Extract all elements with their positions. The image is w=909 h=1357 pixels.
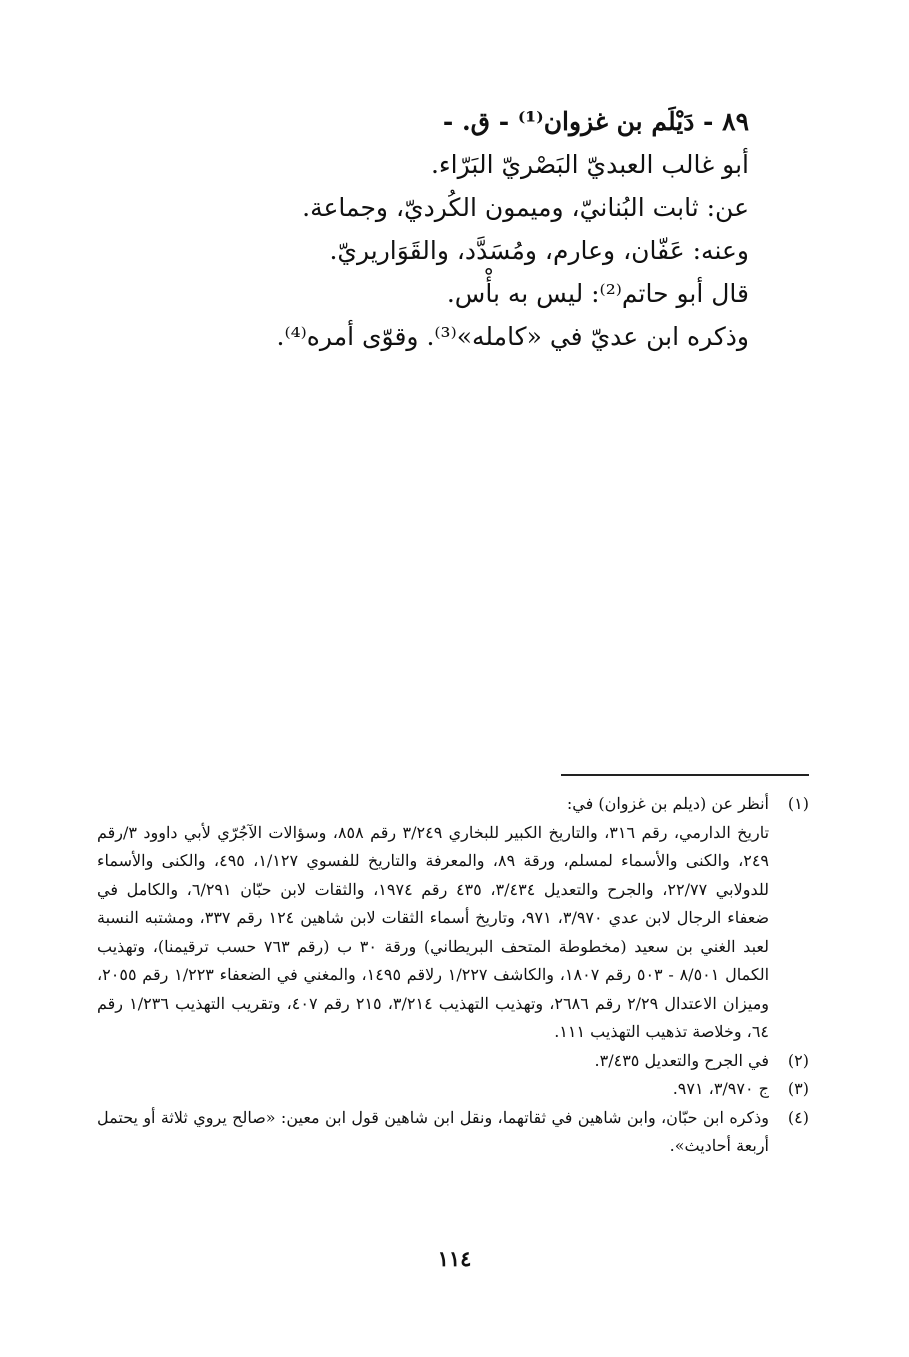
footnotes (97, 790, 809, 1161)
footnote-number: (١) (787, 794, 809, 813)
footnote-text: في الجرح والتعديل ٣/٤٣٥. (594, 1050, 769, 1070)
footnote-intro: أنظر عن (ديلم بن غزوان) في: (566, 794, 769, 813)
footnote-text: وذكره ابن حبّان، وابن شاهين في ثقاتهما، ونقل ابن شاهين قول ابن معين: «صالح يروي ثلاثة أو يحتمل أربعة أحاديث». (97, 1107, 769, 1155)
page-number: ١١٤ (437, 1246, 472, 1271)
footnote-divider (561, 774, 809, 776)
biography-entry (149, 100, 749, 358)
entry-line-kunya: أبو غالب العبديّ البَصْريّ البَرّاء. (430, 150, 749, 179)
footnote-3 (97, 1075, 809, 1104)
footnote-text: ج ٣/٩٧٠، ٩٧١. (672, 1079, 769, 1098)
footnote-1 (97, 790, 809, 1047)
entry-line-ibn-adi: وذكره ابن عديّ في «كامله»⁽³⁾. وقوّى أمره⁽⁴⁾. (276, 322, 749, 351)
footnote-number: (٤) (787, 1107, 809, 1127)
footnote-number: (٢) (787, 1050, 809, 1070)
footnote-2 (97, 1047, 809, 1076)
entry-line-abu-hatim: قال أبو حاتم⁽²⁾: ليس به بأْس. (446, 279, 749, 308)
entry-heading: ٨٩ - دَيْلَم بن غزوان⁽¹⁾ - ق. - (442, 107, 749, 136)
entry-line-students: وعنه: عَفّان، وعارم، ومُسَدَّد، والقَوَاريريّ. (329, 236, 749, 265)
footnote-4 (97, 1104, 809, 1161)
footnote-text: تاريخ الدارمي، رقم ٣١٦، والتاريخ الكبير للبخاري ٣/٢٤٩ رقم ٨٥٨، وسؤالات الآجُرّي لأبي داوود ٣/رقم ٢٤٩، والكنى والأسماء لمسلم، ورقة ٨٩، والمعرفة والتاريخ للفسوي ١/١٢٧، ٤٩٥، والكنى والأسماء للدولابي ٢٢/٧٧، والجرح والتعديل ٣/٤٣٤، ٤٣٥ رقم ١٩٧٤، والثقات لابن حبّان ٦/٢٩١، والكامل في ضعفاء الرجال لابن عدي ٣/٩٧٠، ٩٧١، وتاريخ أسماء الثقات لابن شاهين ١٢٤ رقم ٣٣٧، ومشتبه النسبة لعبد الغني بن سعيد (مخطوطة المتحف البريطاني) ورقة ٣٠ ب (رقم ٧٦٣ حسب ترقيمنا)، وتهذيب الكمال ٨/٥٠١ - ٥٠٣ رقم ١٨٠٧، والكاشف ١/٢٢٧ رلاقم ١٤٩٥، والمغني في الضعفاء ١/٢٢٣ رقم ٢٠٥٥، وميزان الاعتدال ٢/٢٩ رقم ٢٦٨٦، وتهذيب التهذيب ٣/٢١٤، ٢١٥ رقم ٤٠٧، وتقريب التهذيب ١/٢٣٦ رقم ٦٤، وخلاصة تذهيب التهذيب ١١١. (97, 822, 770, 1041)
footnote-number: (٣) (787, 1079, 809, 1098)
entry-line-teachers: عن: ثابت البُنانيّ، وميمون الكُرديّ، وجماعة. (302, 193, 749, 222)
